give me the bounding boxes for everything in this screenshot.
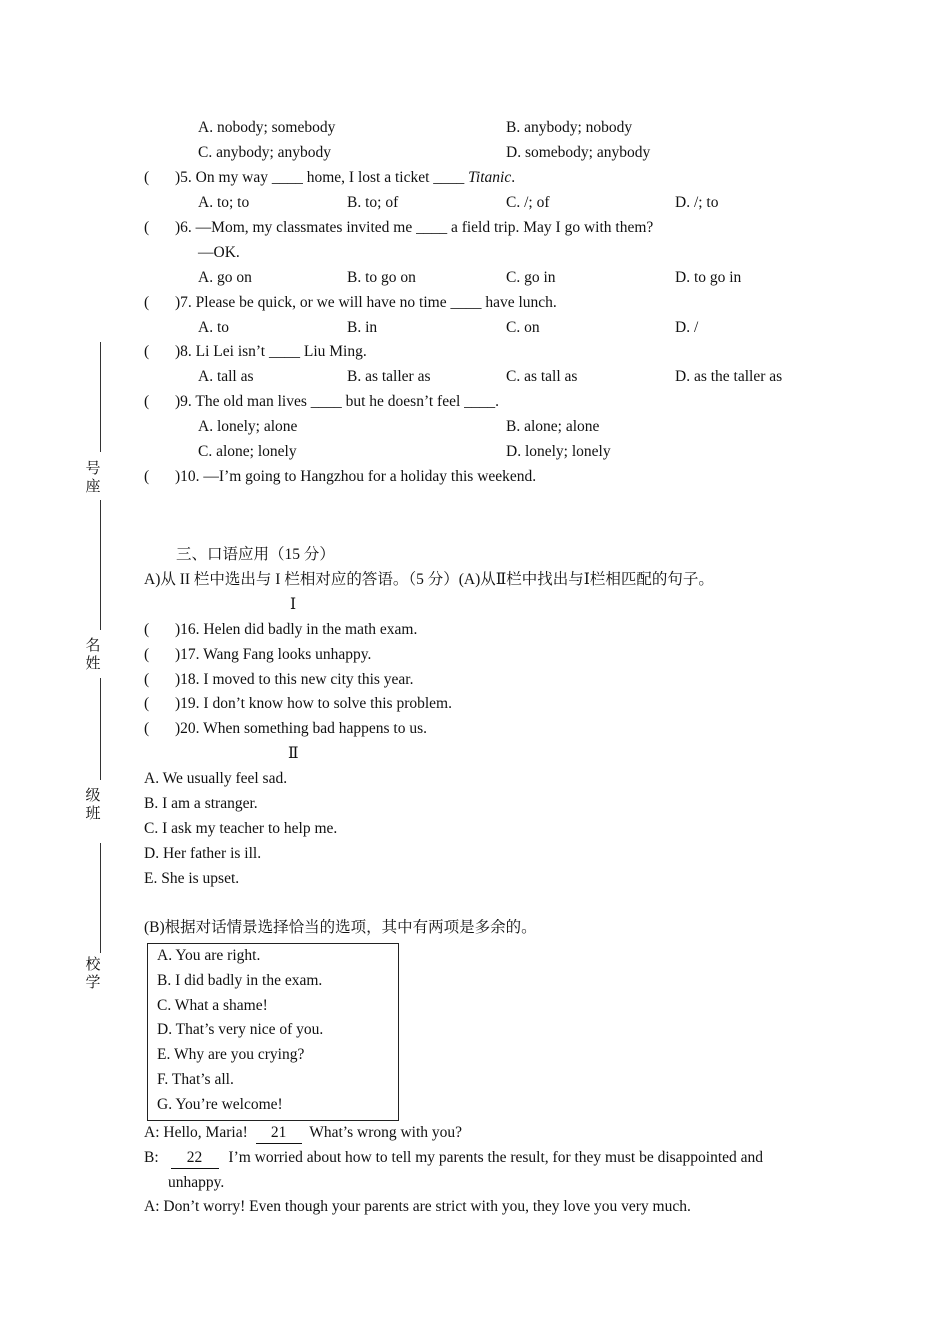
q5-title-italic: Titanic (468, 169, 512, 186)
q7-paren: ( (144, 294, 150, 311)
section3-part-a-instruction: A)从 II 栏中选出与 I 栏相对应的答语。（5 分）(A)从Ⅱ栏中找出与Ⅰ栏相匹配的句子。 (144, 571, 714, 588)
col2-item-c: C. I ask my teacher to help me. (144, 820, 338, 837)
q7-option-a: A. to (198, 319, 229, 336)
column-1-header: Ⅰ (290, 596, 297, 613)
dialog-line-2: B: 22 I’m worried about how to tell my parents the result, for they must be disappointed and (144, 1148, 763, 1169)
q5-option-d: D. /; to (675, 194, 719, 211)
box-option-g: G. You’re welcome! (157, 1096, 283, 1113)
q5-stem: )5. On my way ____ home, I lost a ticket ____ Titanic. (175, 169, 516, 186)
margin-rule (100, 678, 101, 780)
q7-stem: )7. Please be quick, or we will have no time ____ have lunch. (175, 294, 557, 311)
q7-option-d: D. / (675, 319, 699, 336)
q9-option-c: C. alone; lonely (198, 443, 297, 460)
margin-rule (100, 342, 101, 452)
side-label-xiao: 校 (85, 957, 101, 973)
q20-paren: ( (144, 720, 150, 737)
q7-option-b: B. in (347, 319, 378, 336)
box-option-f: F. That’s all. (157, 1071, 234, 1088)
blank-22: 22 (171, 1148, 219, 1169)
q19-stem: )19. I don’t know how to solve this problem. (175, 695, 452, 712)
q8-stem: )8. Li Lei isn’t ____ Liu Ming. (175, 343, 367, 360)
margin-rule (100, 500, 101, 630)
q16-stem: )16. Helen did badly in the math exam. (175, 621, 418, 638)
q5-paren: ( (144, 169, 150, 186)
side-label-hao: 号 (85, 461, 101, 477)
q8-option-b: B. as taller as (347, 368, 431, 385)
q4-option-d: D. somebody; anybody (506, 144, 651, 161)
q9-option-a: A. lonely; alone (198, 418, 298, 435)
box-option-b: B. I did badly in the exam. (157, 972, 323, 989)
side-label-xue: 学 (85, 975, 101, 991)
col2-item-a: A. We usually feel sad. (144, 770, 288, 787)
q6-stem: )6. —Mom, my classmates invited me ____ a field trip. May I go with them? (175, 219, 654, 236)
q10-paren: ( (144, 468, 150, 485)
q16-paren: ( (144, 621, 150, 638)
side-label-ji: 级 (85, 788, 101, 804)
box-option-e: E. Why are you crying? (157, 1046, 305, 1063)
q6-stem-reply: —OK. (198, 244, 240, 261)
q5-option-c: C. /; of (506, 194, 550, 211)
q6-option-a: A. go on (198, 269, 252, 286)
q4-option-a: A. nobody; somebody (198, 119, 336, 136)
q4-option-c: C. anybody; anybody (198, 144, 332, 161)
q8-option-a: A. tall as (198, 368, 254, 385)
q8-option-c: C. as tall as (506, 368, 578, 385)
q5-option-b: B. to; of (347, 194, 399, 211)
box-option-a: A. You are right. (157, 947, 261, 964)
side-label-ming: 名 (85, 638, 101, 654)
dialog-line-3: A: Don’t worry! Even though your parents are strict with you, they love you very much. (144, 1198, 691, 1215)
col2-item-d: D. Her father is ill. (144, 845, 262, 862)
section3-part-b-instruction: (B)根据对话情景选择恰当的选项，其中有两项是多余的。 (144, 919, 537, 936)
q7-option-c: C. on (506, 319, 540, 336)
q4-option-b: B. anybody; nobody (506, 119, 633, 136)
side-label-zuo: 座 (85, 479, 101, 495)
q17-paren: ( (144, 646, 150, 663)
q8-paren: ( (144, 343, 150, 360)
q18-stem: )18. I moved to this new city this year. (175, 671, 414, 688)
q19-paren: ( (144, 695, 150, 712)
q6-option-d: D. to go in (675, 269, 742, 286)
q6-option-c: C. go in (506, 269, 556, 286)
column-2-header: Ⅱ (288, 745, 299, 762)
q5-option-a: A. to; to (198, 194, 250, 211)
q9-option-b: B. alone; alone (506, 418, 600, 435)
col2-item-e: E. She is upset. (144, 870, 240, 887)
margin-rule (100, 843, 101, 953)
q9-paren: ( (144, 393, 150, 410)
q9-stem: )9. The old man lives ____ but he doesn’t feel _​___. (175, 393, 500, 410)
side-label-ban: 班 (85, 806, 101, 822)
q6-paren: ( (144, 219, 150, 236)
q8-option-d: D. as the taller as (675, 368, 783, 385)
q10-stem: )10. —I’m going to Hangzhou for a holiday this weekend. (175, 468, 537, 485)
q17-stem: )17. Wang Fang looks unhappy. (175, 646, 372, 663)
box-option-c: C. What a shame! (157, 997, 268, 1014)
box-option-d: D. That’s very nice of you. (157, 1021, 324, 1038)
section3-title: 三、口语应用（15 分） (176, 546, 335, 563)
col2-item-b: B. I am a stranger. (144, 795, 258, 812)
q18-paren: ( (144, 671, 150, 688)
side-label-xing: 姓 (85, 656, 101, 672)
q9-option-d: D. lonely; lonely (506, 443, 611, 460)
dialog-line-2-cont: unhappy. (168, 1174, 225, 1191)
blank-21: 21 (256, 1123, 302, 1144)
options-box (147, 943, 399, 1121)
q6-option-b: B. to go on (347, 269, 416, 286)
dialog-line-1: A: Hello, Maria! 21 What’s wrong with you? (144, 1123, 462, 1144)
q20-stem: )20. When something bad happens to us. (175, 720, 427, 737)
